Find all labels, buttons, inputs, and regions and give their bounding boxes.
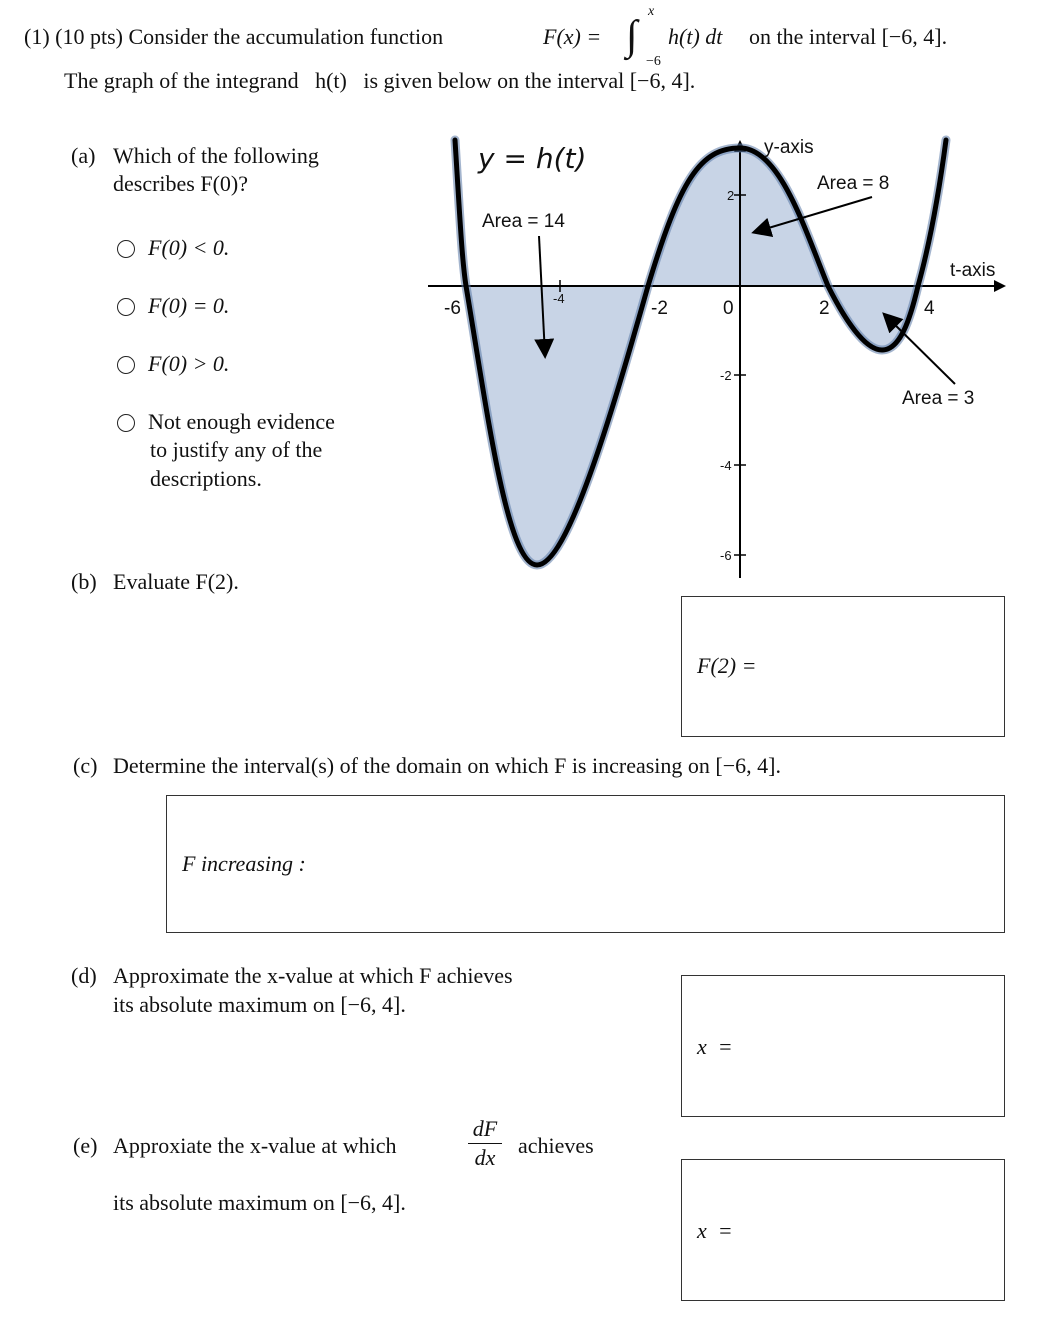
- part-b-label: (b): [71, 569, 97, 594]
- part-e-question-line2: its absolute maximum on [−6, 4].: [113, 1190, 406, 1215]
- fraction-numerator: dF: [472, 1116, 498, 1141]
- integrand-graph: [0, 0, 1038, 620]
- area-3-arrow: [885, 315, 955, 384]
- part-a-question-line2: describes F(0)?: [113, 171, 249, 196]
- problem-line2: The graph of the integrand h(t) is given below on the interval [−6, 4].: [64, 68, 696, 93]
- t-axis-label: t-axis: [950, 260, 996, 281]
- part-a-label: (a): [71, 143, 96, 168]
- x-tick-label-0: 0: [723, 298, 734, 319]
- option-text-3: F(0) > 0.: [148, 351, 230, 376]
- y-axis-label: y-axis: [764, 137, 814, 158]
- fraction-denominator: dx: [474, 1145, 496, 1170]
- part-d-question-line2: its absolute maximum on [−6, 4].: [113, 992, 406, 1017]
- y-tick-label-neg2: -2: [720, 368, 732, 383]
- y-tick-label-neg6: -6: [720, 548, 732, 563]
- part-e-label: (e): [73, 1133, 98, 1158]
- integral-sign: ∫: [626, 13, 638, 59]
- x-tick-label-2: 2: [819, 298, 830, 319]
- part-c-label: (c): [73, 753, 98, 778]
- integrand: h(t) dt: [668, 24, 723, 49]
- x-tick-label-neg4: -4: [553, 291, 565, 306]
- option-text-4-line1: Not enough evidence: [148, 409, 335, 434]
- function-lhs: F(x) =: [543, 24, 602, 49]
- part-d-label: (d): [71, 963, 97, 988]
- area-label-8: Area = 8: [817, 173, 890, 194]
- part-c-answer-prompt: F increasing :: [182, 851, 306, 876]
- integral-upper-limit: x: [648, 4, 655, 19]
- y-tick-label-2: 2: [727, 188, 735, 203]
- option-text-2: F(0) = 0.: [148, 293, 230, 318]
- integral-lower-limit: −6: [646, 54, 661, 69]
- x-tick-label-4: 4: [924, 298, 935, 319]
- y-tick-label-neg4: -4: [720, 458, 732, 473]
- t-axis-arrow: [994, 280, 1006, 292]
- part-d-question-line1: Approximate the x-value at which F achieves: [113, 963, 513, 988]
- area-label-14: Area = 14: [482, 211, 565, 232]
- interval-text: on the interval [−6, 4].: [749, 24, 948, 49]
- part-d-answer-prompt: x =: [697, 1034, 733, 1059]
- part-c-question: Determine the interval(s) of the domain on which F is increasing on [−6, 4].: [113, 753, 781, 778]
- part-b-answer-prompt: F(2) =: [697, 653, 757, 678]
- problem-header: (1) (10 pts) Consider the accumulation function: [24, 24, 444, 49]
- graph-function-label: y = h(t): [478, 142, 587, 175]
- option-text-4-line3: descriptions.: [150, 466, 262, 491]
- area-label-3: Area = 3: [902, 388, 975, 409]
- option-text-4-line2: to justify any of the: [150, 437, 323, 462]
- part-e-question-pre: Approxiate the x-value at which: [113, 1133, 397, 1158]
- part-e-derivative-fraction: [465, 1116, 505, 1171]
- part-e-answer-prompt: x =: [697, 1218, 733, 1243]
- part-b-question: Evaluate F(2).: [113, 569, 239, 594]
- part-a-question-line1: Which of the following: [113, 143, 319, 168]
- x-tick-label-neg2: -2: [651, 298, 668, 319]
- part-e-question-post: achieves: [518, 1133, 594, 1158]
- option-text-1: F(0) < 0.: [148, 235, 230, 260]
- x-tick-label-neg6: -6: [444, 298, 461, 319]
- fraction-bar: [468, 1143, 502, 1144]
